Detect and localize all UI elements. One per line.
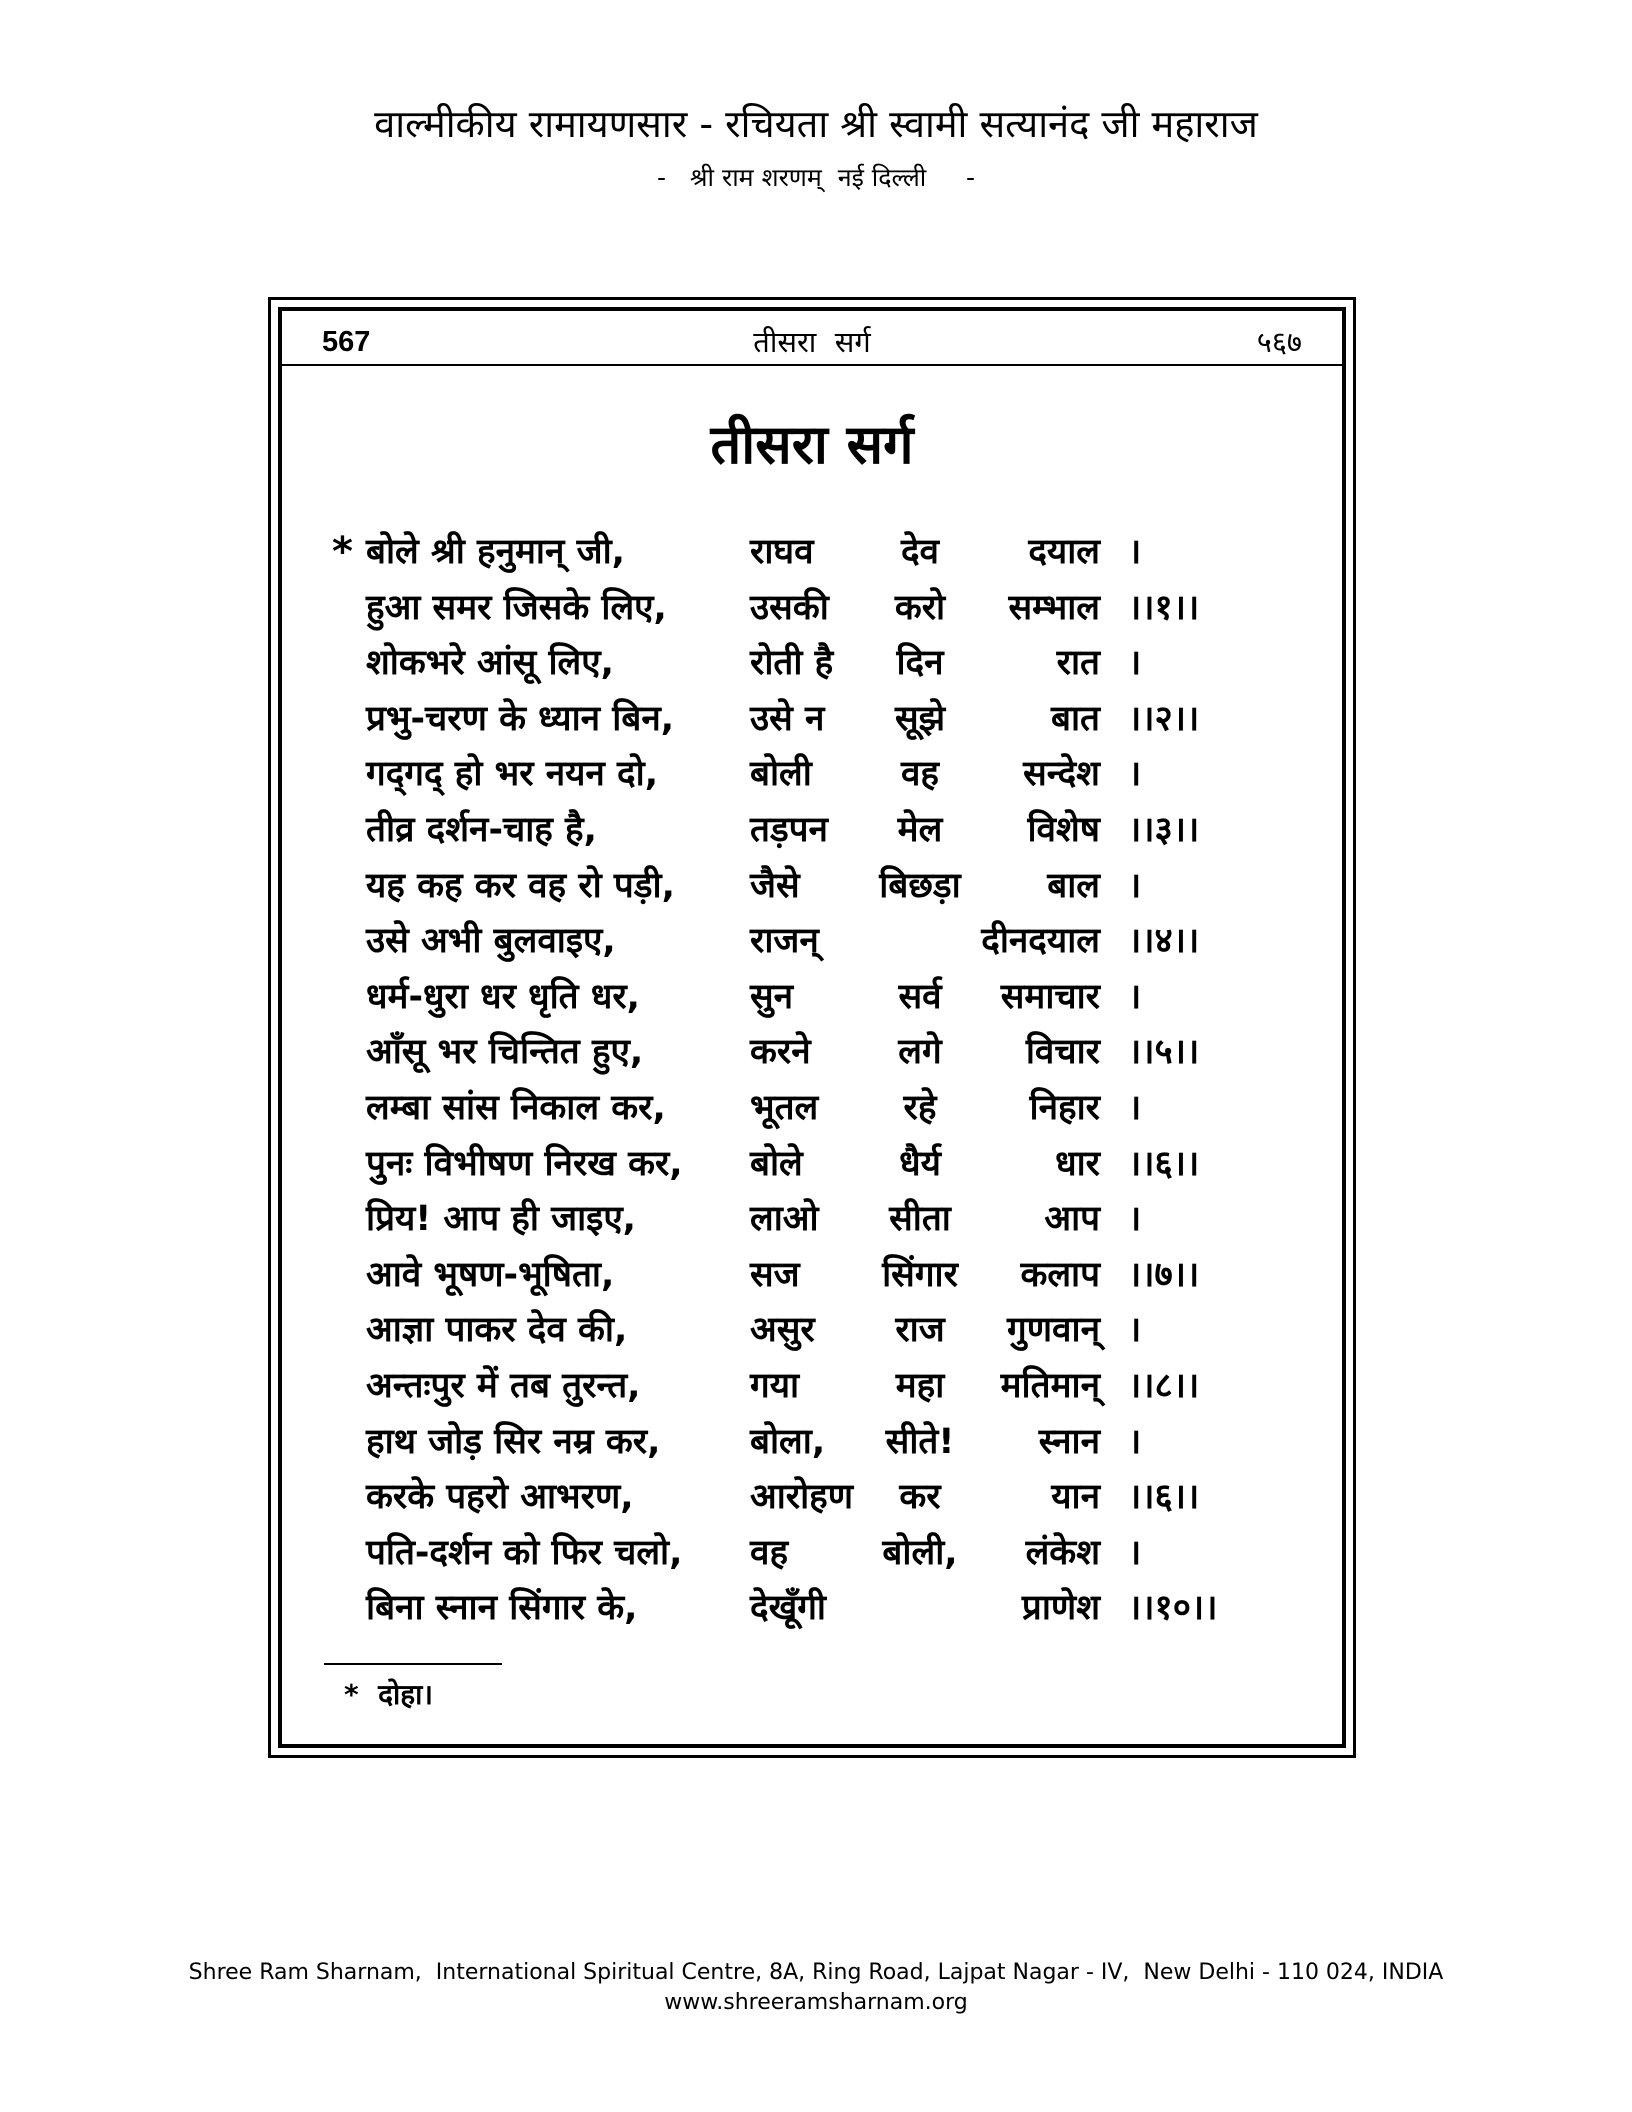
verse-line xyxy=(0,1191,1632,1247)
verse-line xyxy=(0,1469,1632,1525)
verse-segment-b: सुन xyxy=(750,976,794,1017)
verse-segment-a: अन्तःपुर में तब तुरन्त, xyxy=(366,1366,641,1406)
verse-segment-b: तड़पन xyxy=(750,810,828,850)
footnote-divider xyxy=(324,1663,502,1665)
verse-segment-b: उसे न xyxy=(750,698,825,739)
verse-segment-a: यह कह कर वह रो पड़ी, xyxy=(366,865,675,906)
verse-segment-c: सिंगार xyxy=(882,1254,958,1295)
verse-line xyxy=(0,1580,1632,1636)
verse-segment-b: देखूँगी xyxy=(750,1588,826,1629)
verse-segment-b: करने xyxy=(750,1032,811,1073)
verse-line xyxy=(0,1080,1632,1136)
verse-segment-c: महा xyxy=(895,1366,945,1406)
verse-line xyxy=(0,1414,1632,1470)
verse-segment-b: गया xyxy=(750,1366,800,1406)
verse-segment-e: । xyxy=(1128,754,1142,795)
verse-segment-a: धर्म-धुरा धर धृति धर, xyxy=(366,976,640,1017)
verse-segment-c: वह xyxy=(900,754,940,795)
verse-segment-c: देव xyxy=(900,532,940,572)
verse-segment-d: सन्देश xyxy=(1023,754,1100,795)
verse-segment-b: सज xyxy=(750,1254,800,1295)
verse-segment-c: लगे xyxy=(898,1032,942,1073)
verse-line xyxy=(0,635,1632,691)
verse-segment-e: ।।६।। xyxy=(1128,1143,1200,1184)
verse-segment-d: कलाप xyxy=(1020,1254,1100,1295)
verse-segment-d: मतिमान् xyxy=(1000,1366,1100,1406)
verse-segment-d: बात xyxy=(1050,698,1100,739)
verse-segment-e: । xyxy=(1128,1421,1142,1462)
footer-address: Shree Ram Sharnam, International Spiritual Centre, 8A, Ring Road, Lajpat Nagar - IV, New Delhi - 110 024, INDIA xyxy=(188,1960,1444,1985)
verse-segment-d: दीनदयाल xyxy=(981,921,1100,962)
verse-segment-d: विचार xyxy=(1025,1032,1100,1073)
verse-segment-c: सीता xyxy=(889,1199,951,1240)
verse-segment-c: सूझे xyxy=(894,698,946,739)
verse-segment-d: गुणवान् xyxy=(1007,1310,1100,1351)
verse-segment-d: आप xyxy=(1044,1199,1100,1240)
verse-segment-e: ।।८।। xyxy=(1128,1366,1200,1406)
verse-segment-b: उसकी xyxy=(750,587,829,628)
verse-segment-c: धैर्य xyxy=(899,1143,941,1184)
verse-segment-d: सम्भाल xyxy=(1008,587,1100,628)
verse-segment-a: हुआ समर जिसके लिए, xyxy=(366,587,667,628)
verse-line xyxy=(0,691,1632,747)
verse-segment-b: वह xyxy=(750,1532,789,1573)
verse-segment-a: आज्ञा पाकर देव की, xyxy=(366,1310,628,1351)
verse-line xyxy=(0,913,1632,969)
verse-line xyxy=(0,580,1632,636)
verse-segment-a: बोले श्री हनुमान् जी, xyxy=(366,532,625,572)
verse-segment-b: जैसे xyxy=(750,865,800,906)
verse-segment-d: लंकेश xyxy=(1025,1532,1100,1573)
verse-segment-b: बोले xyxy=(750,1143,803,1184)
document-header-title: वाल्मीकीय रामायणसार - रचियता श्री स्वामी सत्यानंद जी महाराज xyxy=(374,102,1258,146)
verse-segment-a: शोकभरे आंसू लिए, xyxy=(366,643,614,684)
verse-segment-c: कर xyxy=(899,1477,941,1518)
verse-segment-a: करके पहरो आभरण, xyxy=(366,1477,634,1518)
verse-segment-e: ।।४।। xyxy=(1128,921,1200,962)
verse-segment-e: । xyxy=(1128,1532,1142,1573)
verse-segment-c: सर्व xyxy=(898,976,942,1017)
verse-segment-e: । xyxy=(1128,643,1142,684)
verse-line xyxy=(0,1024,1632,1080)
document-header-subtitle: - श्री राम शरणम् नई दिल्ली - xyxy=(656,163,976,192)
verse-line xyxy=(0,969,1632,1025)
verse-segment-e: ।।३।। xyxy=(1128,810,1200,850)
verse-segment-a: हाथ जोड़ सिर नम्र कर, xyxy=(366,1421,661,1462)
verse-segment-d: समाचार xyxy=(1000,976,1100,1017)
verse-marker-asterisk: * xyxy=(332,529,353,575)
header-divider xyxy=(282,364,1342,366)
running-head xyxy=(282,320,1342,364)
verse-line xyxy=(0,746,1632,802)
verse-segment-e: । xyxy=(1128,1199,1142,1240)
verse-segment-e: ।।१।। xyxy=(1128,587,1200,628)
page-number-latin: 567 xyxy=(322,326,371,358)
verse-segment-a: आवे भूषण-भूषिता, xyxy=(366,1254,615,1295)
verse-segment-d: दयाल xyxy=(1028,532,1100,572)
verse-segment-c: करो xyxy=(894,587,946,628)
verse-segment-c: मेल xyxy=(897,810,943,850)
verse-segment-d: बाल xyxy=(1047,865,1100,906)
chapter-title: तीसरा सर्ग xyxy=(710,413,914,476)
verse-segment-d: निहार xyxy=(1029,1088,1100,1128)
verse-segment-b: राघव xyxy=(750,532,814,572)
verse-segment-a: लम्बा सांस निकाल कर, xyxy=(366,1088,666,1128)
verse-segment-d: प्राणेश xyxy=(1021,1588,1100,1629)
verse-segment-e: । xyxy=(1128,532,1142,572)
verse-line xyxy=(0,1136,1632,1192)
verse-segment-c: बोली, xyxy=(882,1532,958,1573)
verse-segment-b: रोती है xyxy=(750,643,834,684)
running-title: तीसरा सर्ग xyxy=(753,325,871,359)
footer-website[interactable]: www.shreeramsharnam.org xyxy=(664,1990,968,2015)
verse-segment-b: बोला, xyxy=(750,1421,826,1462)
verse-segment-c: राज xyxy=(895,1310,945,1351)
verse-segment-c: बिछड़ा xyxy=(879,865,961,906)
verse-segment-b: लाओ xyxy=(750,1199,819,1240)
verse-segment-d: रात xyxy=(1056,643,1100,684)
verse-segment-d: यान xyxy=(1051,1477,1100,1518)
verse-segment-a: पति-दर्शन को फिर चलो, xyxy=(366,1532,683,1573)
verse-segment-c: सीते! xyxy=(885,1421,955,1462)
verse-line xyxy=(0,1525,1632,1581)
verse-segment-b: भूतल xyxy=(750,1088,819,1128)
verse-segment-b: असुर xyxy=(750,1310,815,1351)
verse-segment-e: ।।७।। xyxy=(1128,1254,1200,1295)
verse-segment-b: आरोहण xyxy=(750,1477,854,1518)
verse-segment-e: । xyxy=(1128,1310,1142,1351)
verse-segment-e: ।।५।। xyxy=(1128,1032,1200,1073)
verse-segment-a: उसे अभी बुलवाइए, xyxy=(366,921,616,962)
verse-line xyxy=(0,1302,1632,1358)
verse-segment-e: ।।१०।। xyxy=(1128,1588,1218,1629)
verse-line xyxy=(0,524,1632,580)
verse-segment-a: पुनः विभीषण निरख कर, xyxy=(366,1143,683,1184)
page-number-devanagari: ५६७ xyxy=(1256,325,1302,359)
verse-segment-e: । xyxy=(1128,976,1142,1017)
footnote: * दोहा। xyxy=(344,1678,433,1711)
verse-segment-e: ।।२।। xyxy=(1128,698,1200,739)
verse-segment-a: गद्‌गद् हो भर नयन दो, xyxy=(366,754,658,795)
verse-segment-d: विशेष xyxy=(1027,810,1100,850)
verse-segment-c: दिन xyxy=(896,643,944,684)
verse-line xyxy=(0,858,1632,914)
verse-segment-e: । xyxy=(1128,865,1142,906)
verse-line xyxy=(0,802,1632,858)
verse-line xyxy=(0,1247,1632,1303)
verse-segment-c: रहे xyxy=(903,1088,937,1128)
verse-segment-a: प्रभु-चरण के ध्यान बिन, xyxy=(366,698,675,739)
verse-segment-a: प्रिय! आप ही जाइए, xyxy=(366,1199,636,1240)
verse-segment-e: ।।६।। xyxy=(1128,1477,1200,1518)
verse-segment-d: स्नान xyxy=(1038,1421,1100,1462)
verse-segment-a: आँसू भर चिन्तित हुए, xyxy=(366,1032,644,1073)
verse-segment-a: तीव्र दर्शन-चाह है, xyxy=(366,810,597,850)
verse-segment-a: बिना स्नान सिंगार के, xyxy=(366,1588,638,1629)
verse-line xyxy=(0,1358,1632,1414)
verse-segment-e: । xyxy=(1128,1088,1142,1128)
verse-segment-d: धार xyxy=(1055,1143,1100,1184)
verse-segment-b: बोली xyxy=(750,754,812,795)
verse-segment-b: राजन् xyxy=(750,921,819,962)
